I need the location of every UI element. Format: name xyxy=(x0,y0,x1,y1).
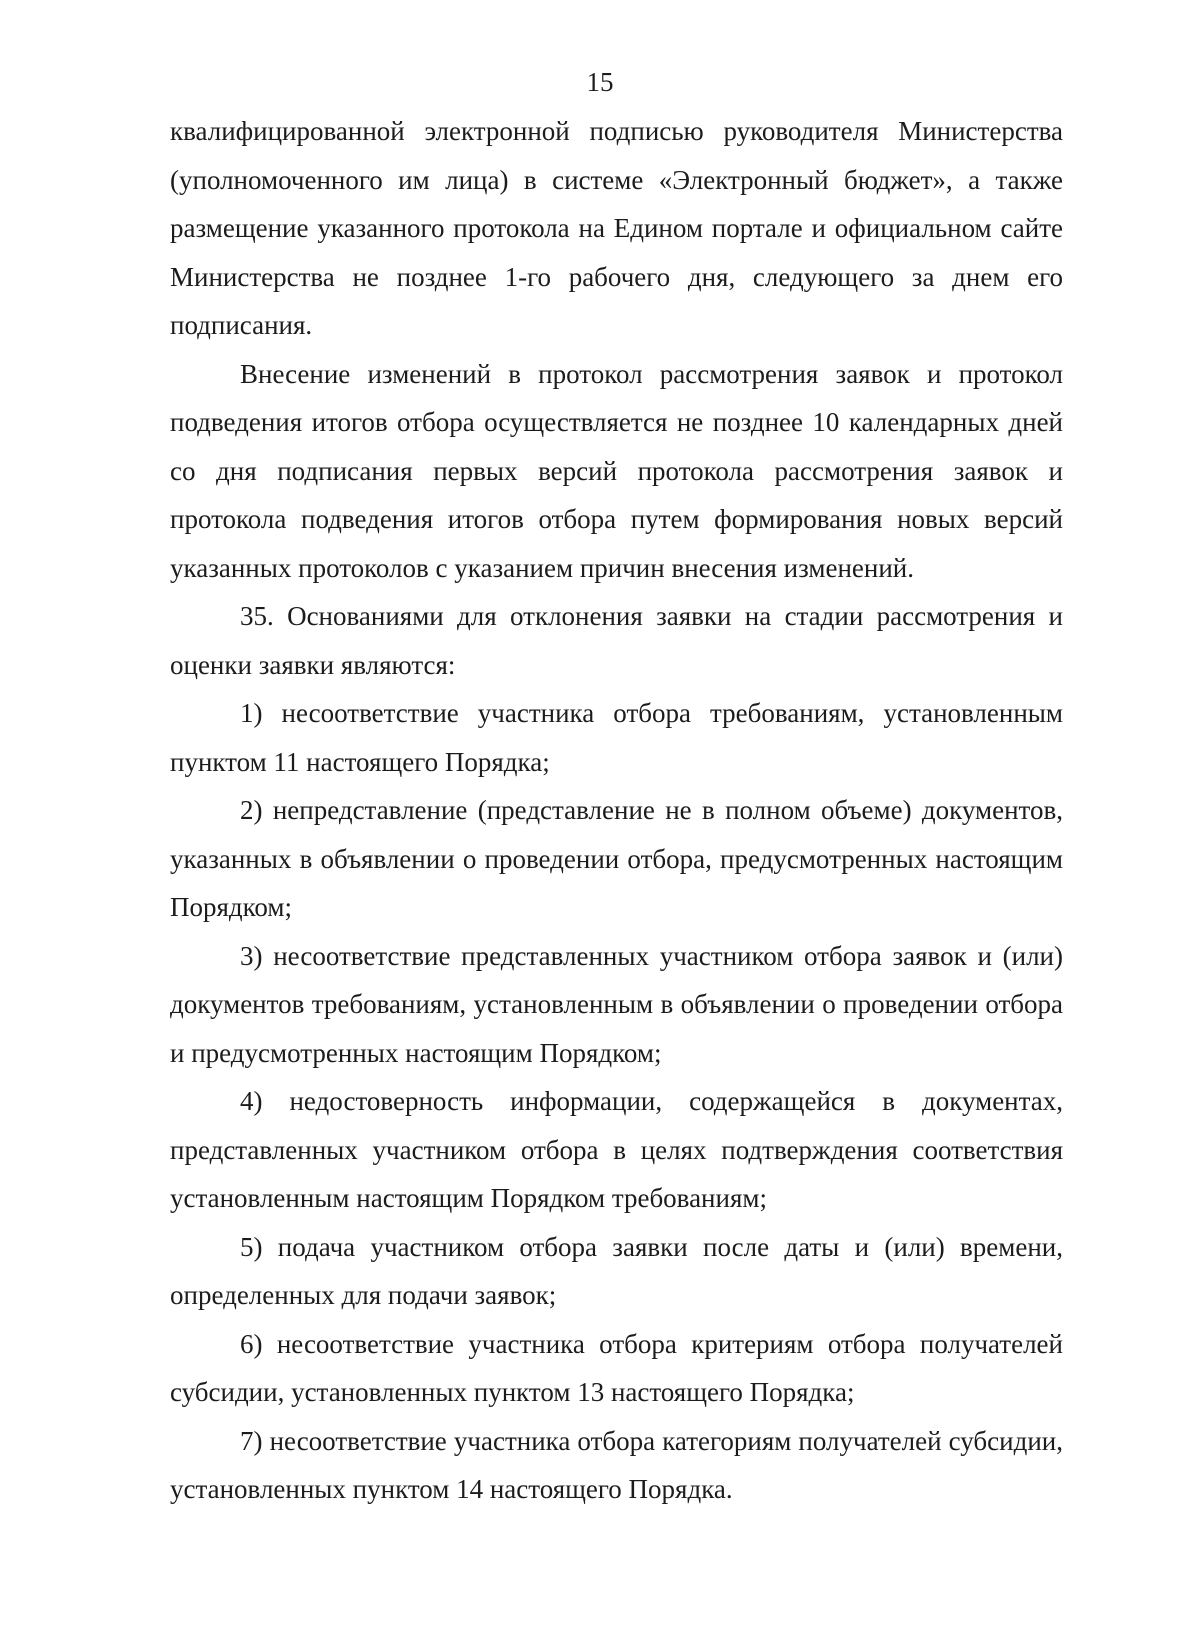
list-item-2: 2) непредставление (представление не в полном объеме) документов, указанных в объявлении о проведении отбора, предусмотренных настоящим Порядком; xyxy=(170,795,1063,922)
paragraph-protocol-amendments: Внесение изменений в протокол рассмотрения заявок и протокол подведения итогов отбора осуществляется не позднее 10 календарных дней со дня подписания первых версий протокола рассмотрения заявок и протокола подведения итогов отбора путем формирования новых версий указанных протоколов с указанием причин внесения изменений. xyxy=(170,358,1063,583)
page-number: 15 xyxy=(586,67,614,97)
list-item-1: 1) несоответствие участника отбора требованиям, установленным пунктом 11 настоящего Порядка; xyxy=(170,698,1063,777)
list-item-7: 7) несоответствие участника отбора категориям получателей субсидии, установленных пунктом 14 настоящего Порядка. xyxy=(170,1425,1063,1504)
list-item-5: 5) подача участником отбора заявки после даты и (или) времени, определенных для подачи заявок; xyxy=(170,1231,1063,1310)
paragraph-item-35: 35. Основаниями для отклонения заявки на стадии рассмотрения и оценки заявки являются: xyxy=(170,601,1063,680)
document-body xyxy=(170,107,1063,1514)
list-item-4: 4) недостоверность информации, содержащейся в документах, представленных участником отбора в целях подтверждения соответствия установленным настоящим Порядком требованиям; xyxy=(170,1086,1063,1213)
list-item-6: 6) несоответствие участника отбора критериям отбора получателей субсидии, установленных пунктом 13 настоящего Порядка; xyxy=(170,1328,1063,1407)
list-item-3: 3) несоответствие представленных участником отбора заявок и (или) документов требованиям, установленным в объявлении о проведении отбора и предусмотренных настоящим Порядком; xyxy=(170,940,1063,1068)
paragraph-continuation: квалифицированной электронной подписью руководителя Министерства (уполномоченного им лица) в системе «Электронный бюджет», а также размещение указанного протокола на Едином портале и официальном сайте Министерства не позднее 1-го рабочего дня, следующего за днем его подписания. xyxy=(170,116,1063,340)
